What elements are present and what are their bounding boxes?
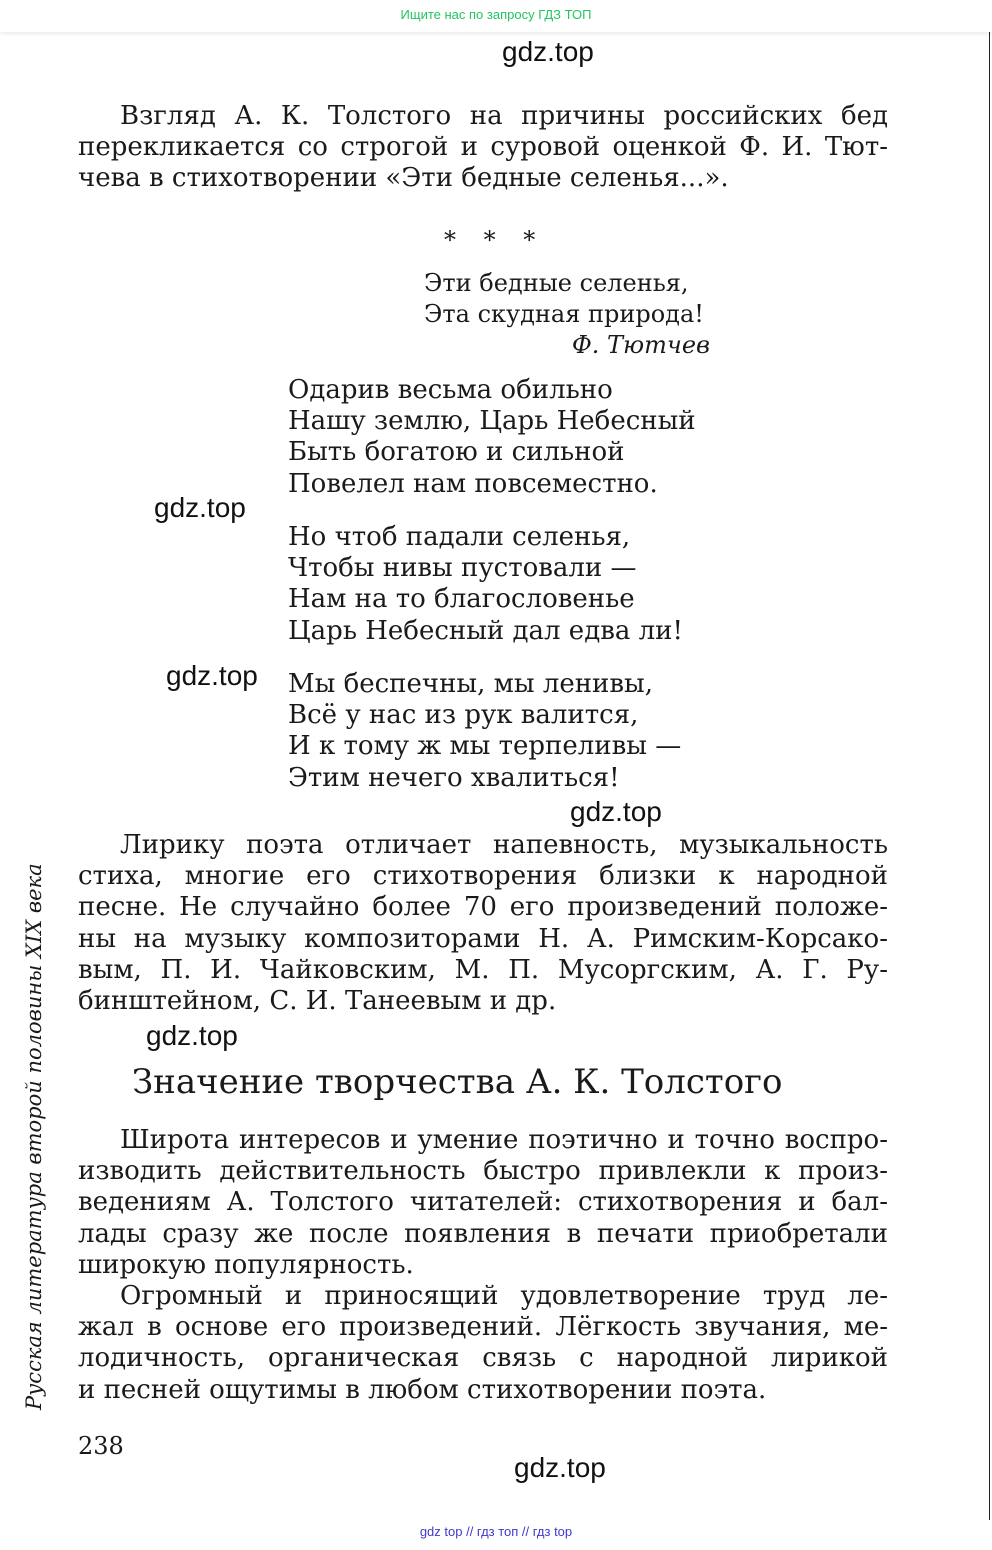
significance-paragraph — [78, 1281, 888, 1406]
watermark: gdz.top — [154, 492, 246, 523]
poem-line: Всё у нас из рук валится, — [288, 700, 639, 731]
text-line: изводить действительность быстро привлекли к произ- — [78, 1156, 888, 1187]
watermark: gdz.top — [514, 1452, 606, 1483]
page-edge-line — [989, 32, 990, 1520]
watermark: gdz.top — [146, 1020, 238, 1051]
text-line: стиха, многие его стихотворения близки к народной — [78, 861, 888, 892]
text-line: лодичность, органическая связь с народной лирикой — [78, 1343, 888, 1374]
text-line: Взгляд А. К. Толстого на причины российских бед — [120, 101, 888, 131]
text-line: песне. Не случайно более 70 его произведений положе- — [78, 892, 888, 923]
epigraph-line: Эта скудная природа! — [424, 300, 704, 328]
text-line: Огромный и приносящий удовлетворение труд ле- — [120, 1281, 888, 1311]
poem-stanza — [288, 669, 681, 794]
poem-line: Мы беспечны, мы ленивы, — [288, 669, 653, 699]
text-line: ведениям А. Толстого читателей: стихотворения и бал- — [78, 1187, 888, 1218]
watermark: gdz.top — [166, 660, 258, 691]
lyrics-paragraph — [78, 830, 888, 1017]
sidebar-book-title: Русская литература второй половины XIX века — [22, 863, 46, 1410]
footer-links[interactable]: gdz top // гдз топ // гдз top — [419, 1524, 573, 1539]
text-line: Лирику поэта отличает напевность, музыкальность — [120, 830, 888, 860]
text-line: Широта интересов и умение поэтично и точно воспро- — [120, 1125, 888, 1155]
epigraph-line: Эти бедные селенья, — [424, 269, 689, 297]
poem-line: Этим нечего хвалиться! — [288, 762, 620, 793]
poem-line: И к тому ж мы терпеливы — — [288, 731, 682, 762]
poem-line: Чтобы нивы пустовали — — [288, 553, 637, 584]
poem-stanza — [288, 522, 683, 647]
text-line: широкую популярность. — [78, 1249, 414, 1280]
text-line: бинштейном, С. И. Танеевым и др. — [78, 986, 557, 1017]
text-line: жал в основе его произведений. Лёгкость звучания, ме- — [78, 1312, 888, 1343]
intro-paragraph — [78, 101, 888, 195]
poem-epigraph — [424, 268, 710, 361]
text-line: перекликается со строгой и суровой оценкой Ф. И. Тют- — [78, 132, 888, 163]
significance-paragraph — [78, 1125, 888, 1281]
watermark: gdz.top — [570, 796, 662, 827]
poem-line: Быть богатою и сильной — [288, 437, 625, 468]
section-heading: Значение творчества А. К. Толстого — [132, 1062, 783, 1102]
poem-line: Повелел нам повсеместно. — [288, 468, 658, 499]
epigraph-author: Ф. Тютчев — [571, 331, 710, 359]
page-number: 238 — [78, 1432, 124, 1460]
text-line: вым, П. И. Чайковским, М. П. Мусоргским, А. Г. Ру- — [78, 954, 888, 985]
poem-stanza — [288, 375, 696, 500]
poem-stars: * * * — [444, 226, 546, 254]
text-line: лады сразу же после появления в печати приобретали — [78, 1218, 888, 1249]
poem-line: Одарив весьма обильно — [288, 375, 613, 405]
text-line: чева в стихотворении «Эти бедные селенья...». — [78, 163, 729, 194]
poem-line: Царь Небесный дал едва ли! — [288, 615, 683, 646]
poem-line: Нашу землю, Царь Небесный — [288, 406, 696, 437]
top-banner[interactable]: Ищите нас по запросу ГДЗ ТОП — [0, 0, 992, 32]
poem-line: Нам на то благословенье — [288, 584, 635, 615]
text-line: и песней ощутимы в любом стихотворении поэта. — [78, 1374, 767, 1405]
text-line: ны на музыку композиторами Н. А. Римским-Корсако- — [78, 923, 888, 954]
watermark: gdz.top — [502, 36, 594, 67]
poem-line: Но чтоб падали селенья, — [288, 522, 631, 552]
